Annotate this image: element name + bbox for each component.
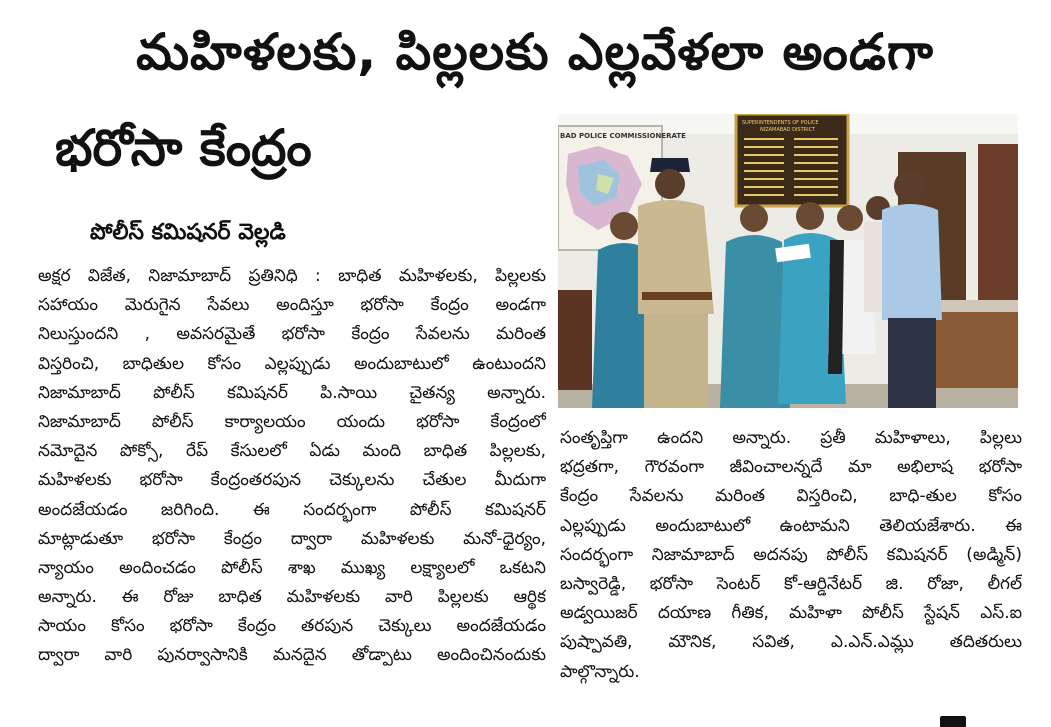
article-line: నిలుస్తుందని , అవసరమైతే భరోసా కేంద్రం సేవలను మరింత — [38, 324, 546, 345]
article-column-right — [560, 424, 1022, 687]
article-line: మాట్లాడుతూ భరోసా కేంద్రం ద్వారా మహిళలకు మనో-ధైర్యం, — [38, 528, 546, 549]
board-subtitle: NIZAMABAD DISTRICT — [760, 127, 816, 133]
map-label: BAD POLICE COMMISSIONERATE — [560, 132, 686, 140]
article-line: ద్వారా వారి పునర్వాసానికి మనదైన తోడ్పాటు అందించినందుకు — [38, 645, 546, 666]
article-line: న్యాయం అందించడం పోలీస్ శాఖ ముఖ్య లక్ష్యాలలో ఒకటని — [38, 557, 546, 578]
article-line: ఎల్లప్పుడు అందుబాటులో ఉంటామని తెలియజేశారు. ఈ — [560, 515, 1022, 536]
news-photo-illustration — [558, 114, 1018, 408]
article-line: అందజేయడం జరిగింది. ఈ సందర్భంగా పోలీస్ కమిషనర్ — [38, 499, 546, 520]
article-line: పుష్పావతి, మౌనిక, సవిత, ఎ.ఎన్.ఎమ్లు తదితరులు — [560, 632, 1022, 653]
page-corner-mark — [940, 716, 966, 727]
article-line: పాల్గొన్నారు. — [560, 661, 640, 682]
article-line: భద్రతగా, గౌరవంగా జీవించాలన్నదే మా అభిలాష భరోసా — [560, 457, 1022, 478]
article-line: సాయం కోసం భరోసా కేంద్రం తరపున చెక్కులు అందజేయడం — [38, 616, 546, 637]
headline-line-1: మహిళలకు, పిల్లలకు ఎల్లవేళలా అండగా — [136, 23, 934, 81]
article-line: సందర్భంగా నిజామాబాద్ అదనపు పోలీస్ కమిషనర్ (అడ్మిన్) — [560, 544, 1022, 565]
article-line: విస్తరించి, బాధితుల కోసం ఎల్లప్పుడు అందుబాటులో ఉంటుందని — [38, 353, 546, 374]
subheading: పోలీస్ కమిషనర్ వెల్లడి — [90, 220, 286, 245]
article-line: నిజామాబాద్ పోలీస్ కమిషనర్ పి.సాయి చైతన్య అన్నారు. — [38, 382, 546, 403]
article-line: బస్వారెడ్డి, భరోసా సెంటర్ కో-ఆర్డినేటర్ జి. రోజా, లీగల్ — [560, 573, 1022, 594]
article-line: నిజామాబాద్ పోలీస్ కార్యాలయం యందు భరోసా కేంద్రంలో — [38, 411, 546, 432]
article-line: నమోదైన పోక్సో, రేప్ కేసులలో ఏడు మంది బాధిత పిల్లలకు, — [38, 441, 546, 462]
article-line: అడ్వయిజర్ దయాణ గీతిక, మహిళా పోలీస్ స్టేషన్ ఎస్.ఐ — [560, 603, 1022, 624]
article-line: సంతృప్తిగా ఉందని అన్నారు. ప్రతీ మహిళాలు, పిల్లలు — [560, 428, 1022, 448]
article-line: అన్నారు. ఈ రోజు బాధిత మహిళలకు వారి పిల్లలకు ఆర్థిక — [38, 587, 546, 608]
article-line: కేంద్రం సేవలను మరింత విస్తరించి, బాధి-తుల కోసం — [560, 486, 1022, 507]
article-line: సహాయం మెరుగైన సేవలు అందిస్తూ భరోసా కేంద్రం అండగా — [38, 295, 546, 316]
article-line: అక్షర విజేత, నిజామాబాద్ ప్రతినిధి : బాధిత మహిళలకు, పిల్లలకు — [38, 266, 546, 286]
article-column-left — [38, 262, 546, 671]
headline-line-2: భరోసా కేంద్రం — [55, 119, 312, 177]
article-line: మహిళలకు భరోసా కేంద్రంతరపున చెక్కులను చేతుల మీదుగా — [38, 470, 546, 491]
board-title: SUPERINTENDENTS OF POLICE — [742, 120, 819, 126]
news-photo — [558, 114, 1018, 408]
